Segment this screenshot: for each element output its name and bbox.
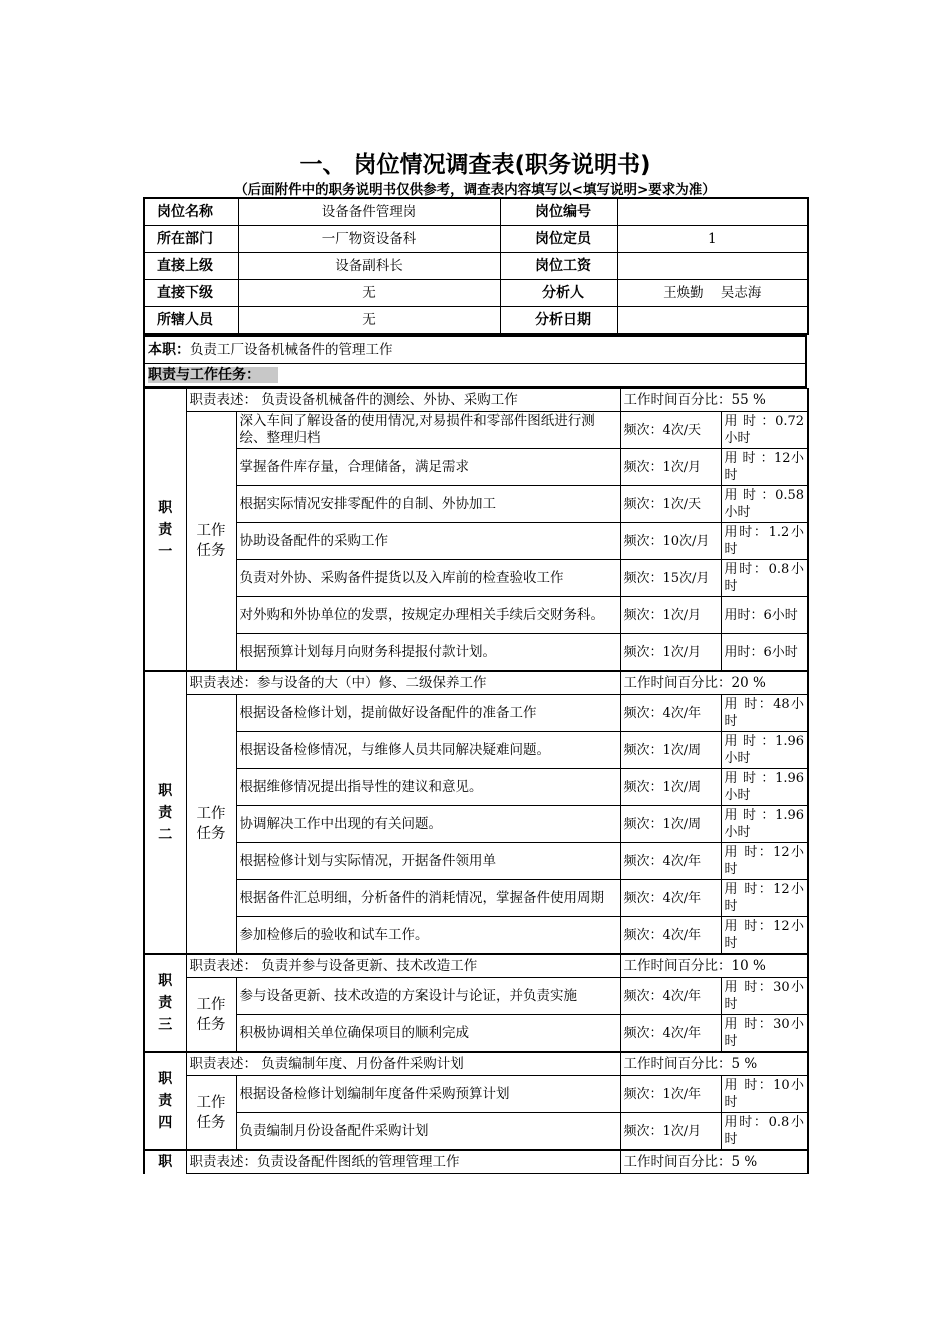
task-time: 用时：0.8小时 [721,1113,808,1151]
task-frequency: 频次：1次/月 [620,1113,721,1151]
task-text: 负责编制月份设备配件采购计划 [236,1113,620,1151]
salary-label: 岗位工资 [500,253,617,280]
duty-heading-text: 职责四 [158,1071,173,1131]
task-text: 参加检修后的验收和试车工作。 [236,917,620,955]
duty-desc-row [144,1052,808,1076]
superior-value: 设备副科长 [238,253,500,280]
task-row [144,560,808,597]
task-time: 用 时 ：1.96小时 [721,806,808,843]
task-row [144,1113,808,1151]
duty-heading [144,1052,186,1150]
task-frequency: 频次：1次/天 [620,486,721,523]
dept-label: 所在部门 [144,226,238,253]
task-text: 根据设备检修计划，提前做好设备配件的准备工作 [236,695,620,732]
quota-value: 1 [617,226,808,253]
task-frequency: 频次：1次/年 [620,1076,721,1113]
duty-desc-row [144,954,808,978]
task-frequency: 频次：4次/年 [620,843,721,880]
task-time: 用 时 ：0.72小时 [721,412,808,449]
date-label: 分析日期 [500,307,617,335]
task-frequency: 频次：1次/周 [620,769,721,806]
task-text: 根据检修计划与实际情况，开据备件领用单 [236,843,620,880]
page-subtitle: （后面附件中的职务说明书仅供参考，调查表内容填写以<填写说明>要求为准） [234,182,716,198]
task-text: 协助设备配件的采购工作 [236,523,620,560]
task-frequency: 频次：10次/月 [620,523,721,560]
duty-heading [144,954,186,1052]
duty-heading [144,1150,186,1174]
task-time: 用 时 ：12小时 [721,449,808,486]
duty-desc-row [144,389,808,412]
task-row [144,769,808,806]
duty-time-percent: 工作时间百分比：5 % [620,1150,808,1174]
task-text: 协调解决工作中出现的有关问题。 [236,806,620,843]
task-row [144,880,808,917]
task-time: 用 时：30小时 [721,978,808,1015]
work-task-label [186,695,236,955]
task-row [144,412,808,449]
duty-desc-row [144,671,808,695]
page-title: 一、 岗位情况调查表(职务说明书) [299,152,651,178]
managed-label: 所辖人员 [144,307,238,335]
task-row [144,1076,808,1113]
task-time: 用时：1.2小时 [721,523,808,560]
duty-description: 职责表述： 负责编制年度、月份备件采购计划 [186,1052,620,1076]
work-task-label-text: 工作任务 [196,806,226,842]
task-time: 用 时 ：1.96小时 [721,732,808,769]
duty-time-percent: 工作时间百分比：10 % [620,954,808,978]
duty-description: 职责表述： 负责并参与设备更新、技术改造工作 [186,954,620,978]
task-frequency: 频次：1次/月 [620,449,721,486]
task-time: 用时：6小时 [721,597,808,634]
work-task-label [186,978,236,1053]
duty-heading-text: 职责一 [158,499,173,560]
task-row [144,449,808,486]
subordinate-value: 无 [238,280,500,307]
task-text: 根据设备检修计划编制年度备件采购预算计划 [236,1076,620,1113]
task-time: 用 时 ：0.58小时 [721,486,808,523]
task-text: 根据预算计划每月向财务科提报付款计划。 [236,634,620,672]
duty-desc-row [144,1150,808,1174]
salary-value [617,253,808,280]
header-table [143,197,809,335]
task-frequency: 频次：4次/年 [620,880,721,917]
task-text: 负责对外协、采购备件提货以及入库前的检查验收工作 [236,560,620,597]
position-name-value: 设备备件管理岗 [238,198,500,226]
position-no-value [617,198,808,226]
managed-value: 无 [238,307,500,335]
task-time: 用 时 ：1.96小时 [721,769,808,806]
duty-main-table [143,335,807,388]
task-time: 用时：6小时 [721,634,808,672]
dept-value: 一厂物资设备科 [238,226,500,253]
superior-label: 直接上级 [144,253,238,280]
duty-description: 职责表述： 负责设备机械备件的测绘、外协、采购工作 [186,389,620,412]
task-text: 对外购和外协单位的发票，按规定办理相关手续后交财务科。 [236,597,620,634]
task-frequency: 频次：15次/月 [620,560,721,597]
duty-time-percent: 工作时间百分比：20 % [620,671,808,695]
task-text: 根据实际情况安排零配件的自制、外协加工 [236,486,620,523]
duties-heading: 职责与工作任务： [148,367,278,383]
task-time: 用 时：48小时 [721,695,808,732]
analyst-label: 分析人 [500,280,617,307]
task-time: 用 时：10小时 [721,1076,808,1113]
task-row [144,597,808,634]
task-row [144,1015,808,1053]
work-task-label-text: 工作任务 [196,996,226,1033]
task-text: 掌握备件库存量，合理储备，满足需求 [236,449,620,486]
task-text: 根据备件汇总明细，分析备件的消耗情况，掌握备件使用周期 [236,880,620,917]
task-frequency: 频次：4次/年 [620,1015,721,1053]
task-time: 用时：0.8小时 [721,560,808,597]
duty-main-label: 本职： [148,341,190,358]
task-row [144,732,808,769]
task-frequency: 频次：1次/周 [620,806,721,843]
duty-time-percent: 工作时间百分比：55 % [620,389,808,412]
task-frequency: 频次：4次/年 [620,917,721,955]
duty-main-text: 负责工厂设备机械备件的管理工作 [190,341,393,358]
duty-heading [144,389,186,672]
task-frequency: 频次：1次/月 [620,597,721,634]
task-row [144,806,808,843]
task-row [144,523,808,560]
work-task-label-text: 工作任务 [196,523,226,559]
work-task-label-text: 工作任务 [196,1094,226,1131]
date-value [617,307,808,335]
task-row [144,634,808,672]
task-text: 深入车间了解设备的使用情况,对易损件和零部件图纸进行测绘、整理归档 [236,412,620,449]
task-text: 积极协调相关单位确保项目的顺利完成 [236,1015,620,1053]
task-time: 用 时：30小时 [721,1015,808,1053]
work-task-label [186,1076,236,1151]
work-task-label [186,412,236,672]
position-name-label: 岗位名称 [144,198,238,226]
duty-heading-text: 职责二 [158,782,173,843]
duty-main-row [144,336,806,364]
duty-heading [144,671,186,954]
task-row [144,486,808,523]
analyst-value: 王焕勤 吴志海 [617,280,808,307]
duty-time-percent: 工作时间百分比：5 % [620,1052,808,1076]
job-survey-form [143,197,807,1174]
task-frequency: 频次：1次/周 [620,732,721,769]
duty-heading-text: 职 [158,1154,173,1170]
task-frequency: 频次：4次/年 [620,695,721,732]
duty-heading-text: 职责三 [158,973,173,1033]
position-no-label: 岗位编号 [500,198,617,226]
task-text: 根据设备检修情况，与维修人员共同解决疑难问题。 [236,732,620,769]
task-text: 根据维修情况提出指导性的建议和意见。 [236,769,620,806]
duty-description: 职责表述：参与设备的大（中）修、二级保养工作 [186,671,620,695]
quota-label: 岗位定员 [500,226,617,253]
task-row [144,917,808,955]
duty-description: 职责表述：负责设备配件图纸的管理管理工作 [186,1150,620,1174]
duties-heading-row [144,364,806,388]
task-row [144,695,808,732]
task-row [144,843,808,880]
task-text: 参与设备更新、技术改造的方案设计与论证，并负责实施 [236,978,620,1015]
task-frequency: 频次：4次/年 [620,978,721,1015]
task-frequency: 频次：1次/月 [620,634,721,672]
task-time: 用 时：12小时 [721,880,808,917]
subordinate-label: 直接下级 [144,280,238,307]
task-time: 用 时：12小时 [721,843,808,880]
task-time: 用 时：12小时 [721,917,808,955]
task-frequency: 频次：4次/天 [620,412,721,449]
task-row [144,978,808,1015]
duties-table [143,388,809,1174]
